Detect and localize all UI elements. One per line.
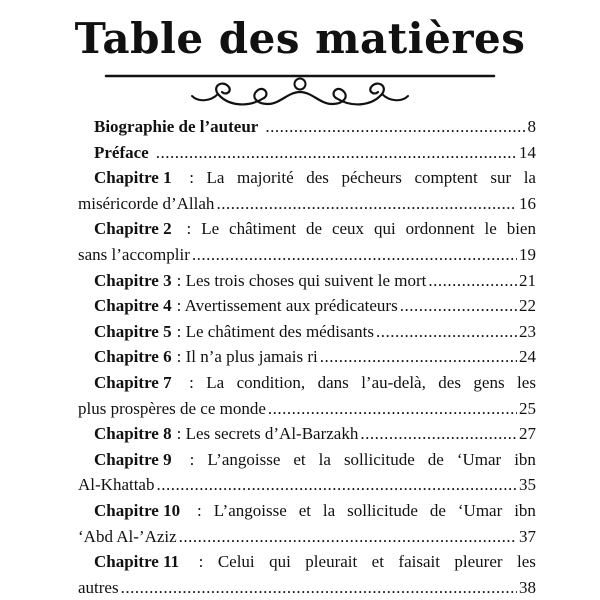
toc-entry-word: ‘Umar <box>457 500 503 520</box>
toc-leader-dots <box>156 472 517 498</box>
toc-entry-word: ‘Umar <box>456 449 502 469</box>
toc-entry-word: : <box>198 552 204 572</box>
toc-entry-word: gens <box>473 372 505 392</box>
toc-entry-word: majorité <box>237 168 294 188</box>
toc-page-number: 19 <box>519 244 536 264</box>
toc-entry-word: ordonnent <box>405 219 475 239</box>
toc-page-number: 21 <box>519 270 536 290</box>
toc-entry-label: Chapitre 4 <box>94 296 172 316</box>
toc-leader-dots <box>320 344 517 370</box>
toc-entry-word: la <box>322 500 336 520</box>
toc-entry-word: et <box>293 449 306 469</box>
toc-entry-word: La <box>206 168 225 188</box>
toc-entry-text: : Il n’a plus jamais ri <box>176 347 318 367</box>
toc-entry-text: : Le châtiment des médisants <box>176 321 374 341</box>
toc-entry-word: châtiment <box>229 219 297 239</box>
toc-entry-word: dans <box>317 372 349 392</box>
toc-leader-dots <box>179 524 517 550</box>
toc-entry-word: : <box>189 372 194 392</box>
toc-entry-word: les <box>517 552 536 572</box>
toc-entry-word: qui <box>373 219 396 239</box>
toc-entry[interactable] <box>78 421 536 447</box>
toc-entry-word: de <box>306 219 323 239</box>
toc-entry-label: Chapitre 5 <box>94 321 172 341</box>
toc-entry-second-line <box>78 396 536 422</box>
toc-entry-line <box>78 140 536 166</box>
toc-entry-label: Chapitre 10 <box>94 500 181 520</box>
toc-entry-line <box>78 293 536 319</box>
toc-entry-word: qui <box>269 552 291 572</box>
toc-entry-second-line <box>78 472 536 498</box>
toc-entry-word: La <box>206 372 225 392</box>
toc-entry-word: sollicitude <box>343 449 415 469</box>
toc-entry-word: Le <box>201 219 220 239</box>
toc-page-number: 16 <box>519 193 536 213</box>
toc-leader-dots <box>400 293 517 319</box>
toc-entry-word: des <box>438 372 461 392</box>
toc-entry-line <box>78 421 536 447</box>
toc-entry-word: comptent <box>414 168 478 188</box>
toc-entry-label: Chapitre 8 <box>94 424 172 444</box>
toc-entry-word: et <box>371 552 384 572</box>
toc-leader-dots <box>121 575 517 600</box>
toc-entry-label: Chapitre 6 <box>94 347 172 367</box>
toc-entry-word: : <box>197 500 202 520</box>
toc-entry-word: la <box>318 449 331 469</box>
toc-entry-word: le <box>484 219 497 239</box>
toc-entry-continuation: Al-Khattab <box>78 475 155 495</box>
toc-entry-label: Préface <box>94 142 149 162</box>
toc-entry[interactable] <box>78 370 536 421</box>
toc-entry-first-line <box>78 549 536 575</box>
toc-entry-first-line <box>78 370 536 396</box>
toc-page-number: 37 <box>519 526 536 546</box>
toc-entry-text: : Avertissement aux prédicateurs <box>176 296 398 316</box>
toc-entry-word: ibn <box>514 500 536 520</box>
toc-leader-dots <box>428 268 517 294</box>
table-of-contents <box>78 114 536 600</box>
toc-entry-label: Biographie de l’auteur <box>94 117 259 136</box>
toc-entry-word: L’angoisse <box>213 500 287 520</box>
toc-entry-label: Chapitre 1 <box>94 168 172 188</box>
toc-entry-word: condition, <box>236 372 306 392</box>
toc-entry-first-line <box>78 216 536 242</box>
toc-entry-word: bien <box>506 219 536 239</box>
toc-entry-first-line <box>78 447 536 473</box>
toc-entry-first-line <box>78 165 536 191</box>
toc-page-number: 22 <box>519 296 536 316</box>
toc-entry-second-line <box>78 191 536 217</box>
toc-page-number: 25 <box>519 398 536 418</box>
toc-page-number: 14 <box>519 142 536 162</box>
toc-entry[interactable] <box>78 165 536 216</box>
toc-entry-continuation: plus prospères de ce monde <box>78 398 266 418</box>
toc-entry-text: : Les secrets d’Al-Barzakh <box>176 424 359 444</box>
toc-leader-dots <box>376 319 517 345</box>
toc-entry-line <box>78 344 536 370</box>
toc-entry-line <box>78 319 536 345</box>
toc-entry-line <box>78 114 536 140</box>
toc-entry[interactable] <box>78 293 536 319</box>
toc-entry[interactable] <box>78 498 536 549</box>
toc-page-number: 35 <box>519 475 536 495</box>
toc-entry-word: ibn <box>514 449 536 469</box>
toc-entry[interactable] <box>78 268 536 294</box>
toc-entry-word: la <box>523 168 536 188</box>
toc-entry-word: et <box>298 500 311 520</box>
toc-entry-continuation: autres <box>78 577 119 597</box>
toc-entry-second-line <box>78 524 536 550</box>
toc-entry-label: Chapitre 11 <box>94 552 180 572</box>
toc-leader-dots <box>156 140 517 166</box>
toc-entry[interactable] <box>78 114 536 140</box>
toc-entry-word: sollicitude <box>347 500 418 520</box>
toc-entry-continuation: ‘Abd Al-’Aziz <box>78 526 177 546</box>
toc-entry-word: : <box>186 219 192 239</box>
toc-page-number: 23 <box>519 321 536 341</box>
toc-entry[interactable] <box>78 140 536 166</box>
toc-page-number: 27 <box>519 424 536 444</box>
toc-entry-label: Chapitre 7 <box>94 372 172 392</box>
toc-entry-label: Chapitre 3 <box>94 270 172 290</box>
toc-page-number: 8 <box>527 117 536 136</box>
toc-page-number: 38 <box>519 577 536 597</box>
toc-entry-second-line <box>78 575 536 600</box>
toc-entry-continuation: miséricorde d’Allah <box>78 193 215 213</box>
toc-entry-text: : Les trois choses qui suivent le mort <box>176 270 427 290</box>
toc-entry-word: l’au-delà, <box>361 372 426 392</box>
toc-leader-dots <box>360 421 517 447</box>
toc-entry-word: pleurer <box>454 552 503 572</box>
toc-entry[interactable] <box>78 319 536 345</box>
toc-entry-word: Celui <box>217 552 255 572</box>
toc-entry-word: pleurait <box>305 552 358 572</box>
toc-entry-word: ceux <box>331 219 365 239</box>
toc-entry-label: Chapitre 2 <box>94 219 172 239</box>
toc-entry[interactable] <box>78 549 536 600</box>
page-title: Table des matières <box>74 14 526 63</box>
toc-entry-word: sur <box>490 168 512 188</box>
toc-leader-dots <box>216 191 517 217</box>
toc-entry-word: : <box>189 168 194 188</box>
toc-leader-dots <box>268 396 517 422</box>
toc-entry-word: de <box>429 500 446 520</box>
toc-entry-second-line <box>78 242 536 268</box>
toc-entry-word: L’angoisse <box>207 449 281 469</box>
toc-entry-word: des <box>306 168 329 188</box>
toc-entry[interactable] <box>78 344 536 370</box>
toc-entry[interactable] <box>78 216 536 267</box>
toc-entry-continuation: sans l’accomplir <box>78 244 190 264</box>
toc-entry-word: faisait <box>398 552 440 572</box>
toc-page-number: 24 <box>519 347 536 367</box>
toc-leader-dots <box>265 114 525 140</box>
toc-entry-first-line <box>78 498 536 524</box>
toc-entry[interactable] <box>78 447 536 498</box>
toc-entry-word: pécheurs <box>341 168 402 188</box>
toc-entry-word: les <box>517 372 536 392</box>
toc-leader-dots <box>192 242 517 268</box>
toc-entry-line <box>78 268 536 294</box>
toc-entry-word: de <box>427 449 444 469</box>
toc-entry-label: Chapitre 9 <box>94 449 172 469</box>
decorative-divider-ornament <box>100 62 500 114</box>
toc-entry-word: : <box>189 449 195 469</box>
